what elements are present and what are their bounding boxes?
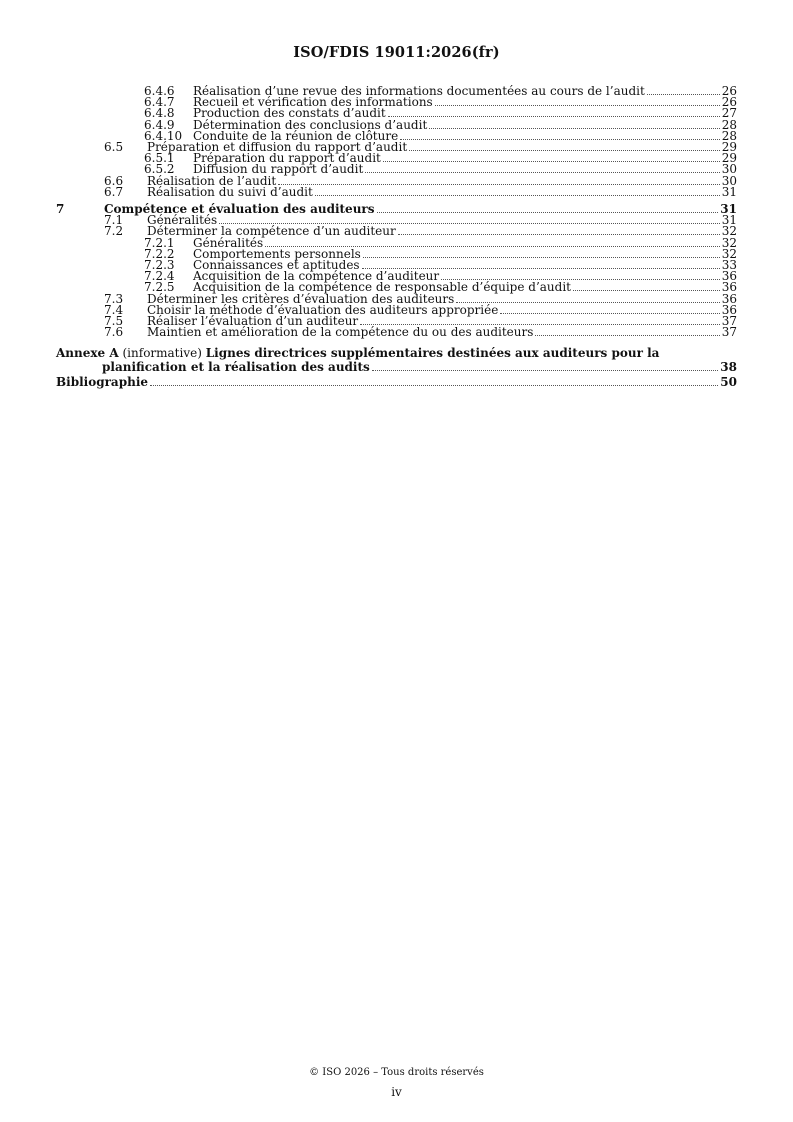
toc-entry-page: 26 bbox=[721, 95, 737, 110]
toc-entry-number: 6.4.9 bbox=[144, 117, 175, 132]
toc-entry-title: Généralités bbox=[147, 213, 218, 228]
toc-entry-page: 32 bbox=[721, 224, 737, 239]
toc-entry-title: Diffusion du rapport d’audit bbox=[193, 162, 364, 177]
toc-entry-title: Déterminer la compétence d’un auditeur bbox=[147, 224, 396, 239]
annex-title-line2: planification et la réalisation des audits bbox=[102, 360, 370, 375]
toc-entry-page: 37 bbox=[721, 314, 737, 328]
dot-leader bbox=[150, 384, 718, 386]
toc-entry-title: Production des constats d’audit bbox=[193, 106, 386, 121]
toc-entry-title: Déterminer les critères d’évaluation des auditeurs bbox=[147, 291, 455, 306]
toc-entry-number: 7.2.3 bbox=[144, 258, 175, 272]
annex-type: (informative) bbox=[122, 346, 202, 361]
toc-entry-title: Acquisition de la compétence d’auditeur bbox=[193, 269, 440, 284]
toc-entry-title: Choisir la méthode d’évaluation des auditeurs appropriée bbox=[147, 302, 499, 317]
toc-entry-page: 36 bbox=[721, 269, 737, 284]
toc-entry-number: 6.7 bbox=[104, 184, 124, 199]
toc-entry-number: 7.4 bbox=[104, 302, 124, 317]
toc-entry-page: 31 bbox=[720, 202, 737, 216]
toc-entry-title: Réalisation du suivi d’audit bbox=[147, 184, 313, 199]
toc-entry-page: 26 bbox=[721, 84, 737, 98]
toc-entry-page: 32 bbox=[721, 246, 737, 261]
toc-entry-number: 7.2.1 bbox=[144, 235, 175, 250]
toc-entry-title: Réaliser l’évaluation d’un auditeur bbox=[147, 314, 359, 328]
toc-entry-page: 27 bbox=[721, 106, 737, 121]
toc-entry-number: 6.4.10 bbox=[144, 128, 183, 143]
toc-entry-title: Compétence et évaluation des auditeurs bbox=[104, 202, 375, 216]
document-header: ISO/FDIS 19011:2026(fr) bbox=[293, 44, 500, 61]
toc-entry-number: 7.2 bbox=[104, 224, 124, 239]
toc-entry-page: 29 bbox=[721, 140, 737, 154]
toc-entry-title: Acquisition de la compétence de responsable d’équipe d’audit bbox=[193, 280, 571, 295]
bibliography-title: Bibliographie bbox=[56, 375, 149, 390]
toc-entry-number: 6.5.1 bbox=[144, 151, 175, 166]
toc-entry-page: 29 bbox=[721, 151, 737, 166]
toc-entry-number: 7.2.2 bbox=[144, 246, 175, 261]
toc-entry-title: Préparation du rapport d’audit bbox=[193, 151, 381, 166]
toc-entry-number: 6.4.6 bbox=[144, 84, 175, 98]
toc-entry-number: 7.2.5 bbox=[144, 280, 175, 295]
toc-entry-title: Conduite de la réunion de clôture bbox=[193, 128, 399, 143]
annex-page: 38 bbox=[720, 360, 737, 375]
toc-entry-number: 6.4.8 bbox=[144, 106, 175, 121]
toc-entry-number: 7 bbox=[56, 202, 65, 216]
toc-entry-page: 28 bbox=[721, 128, 737, 143]
annex-title-line1: Lignes directrices supplémentaires destinées aux auditeurs pour la bbox=[205, 346, 660, 361]
toc-entry-page: 36 bbox=[721, 280, 737, 295]
toc-entry-annex-a[interactable] bbox=[56, 346, 737, 374]
toc-entry-bibliography[interactable] bbox=[0, 375, 793, 389]
toc-entry-title: Connaissances et aptitudes bbox=[193, 258, 360, 272]
toc-entry[interactable] bbox=[0, 325, 793, 339]
toc-entry-title: Généralités bbox=[193, 235, 264, 250]
toc-entry-number: 6.5 bbox=[104, 140, 124, 154]
dot-leader bbox=[372, 369, 719, 371]
toc-entry-title: Réalisation de l’audit bbox=[147, 173, 277, 188]
toc-entry-page: 28 bbox=[721, 117, 737, 132]
toc-entry-number: 7.6 bbox=[104, 325, 124, 340]
page-number: iv bbox=[391, 1085, 402, 1099]
dot-leader bbox=[315, 194, 720, 196]
toc-entry-page: 31 bbox=[721, 184, 737, 199]
toc-entry-number: 6.5.2 bbox=[144, 162, 175, 177]
copyright-footer: © ISO 2026 – Tous droits réservés bbox=[309, 1067, 484, 1078]
toc-entry[interactable] bbox=[0, 185, 793, 199]
toc-entry-number: 7.1 bbox=[104, 213, 124, 228]
toc-entry-number: 6.6 bbox=[104, 173, 124, 188]
toc-entry-number: 6.4.7 bbox=[144, 95, 175, 110]
toc-entry-title: Réalisation d’une revue des informations documentées au cours de l’audit bbox=[193, 84, 645, 98]
toc-entry-title: Préparation et diffusion du rapport d’audit bbox=[147, 140, 408, 154]
toc-entry-page: 33 bbox=[721, 258, 737, 272]
bibliography-page: 50 bbox=[720, 375, 737, 390]
annex-label: Annexe A bbox=[56, 346, 119, 361]
toc-entry-number: 7.5 bbox=[104, 314, 124, 328]
toc-entry-title: Détermination des conclusions d’audit bbox=[193, 117, 428, 132]
toc-entry-page: 37 bbox=[721, 325, 737, 340]
toc-entry-page: 36 bbox=[721, 302, 737, 317]
toc-entry-page: 30 bbox=[721, 162, 737, 177]
toc-entry-title: Comportements personnels bbox=[193, 246, 361, 261]
toc-entry-page: 32 bbox=[721, 235, 737, 250]
toc-entry-page: 36 bbox=[721, 291, 737, 306]
dot-leader bbox=[535, 334, 719, 336]
toc-entry-number: 7.2.4 bbox=[144, 269, 175, 284]
toc-entry-number: 7.3 bbox=[104, 291, 124, 306]
toc-entry-page: 31 bbox=[721, 213, 737, 228]
toc-entry-title: Maintien et amélioration de la compétence du ou des auditeurs bbox=[147, 325, 534, 340]
toc-entry-title: Recueil et vérification des informations bbox=[193, 95, 433, 110]
toc-entry-page: 30 bbox=[721, 173, 737, 188]
